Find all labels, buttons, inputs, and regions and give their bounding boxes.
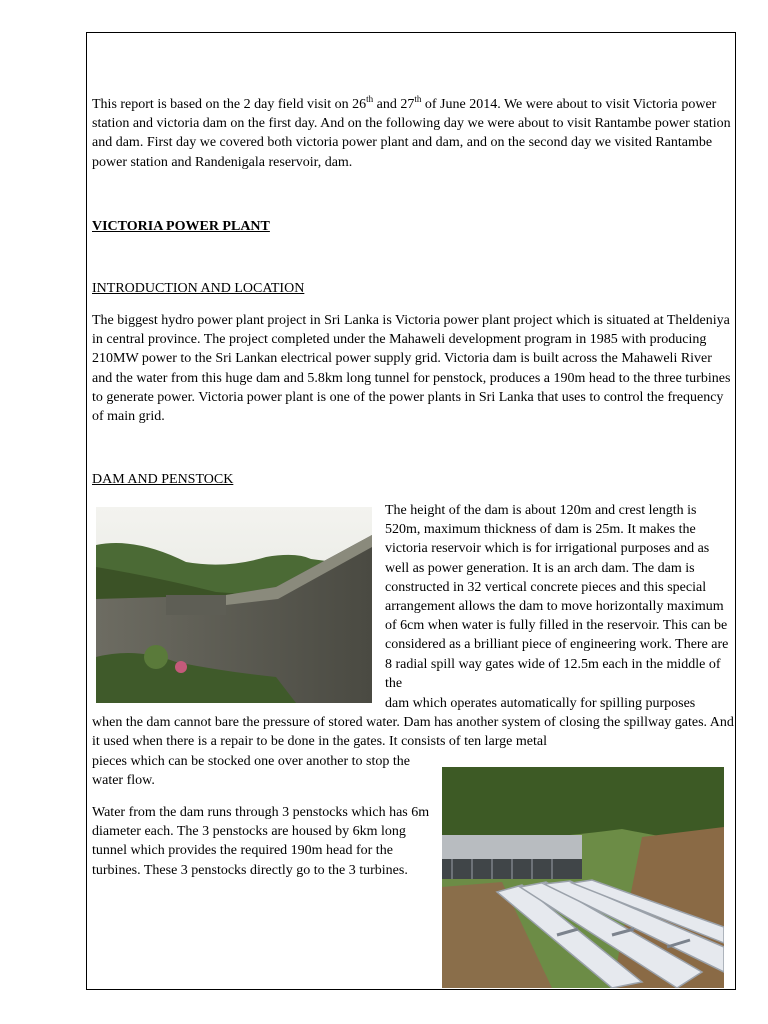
dam-photo bbox=[96, 507, 372, 703]
intro-location-body: The biggest hydro power plant project in Sri Lanka is Victoria power plant project which is situated at Theldeniya in central province. The project completed under the Mahaweli development program in 1985 with producing 210MW power to the Sri Lankan electrical power supply grid. Victoria dam is built across the Mahaweli River and the water from this huge dam and 5.8km long tunnel for penstock, produces a 190m head to the three turbines to generate power. Victoria power plant is one of the power plants in Sri Lanka that uses to control the frequency of main grid. bbox=[92, 313, 731, 425]
penstock-body: Water from the dam runs through 3 penstocks which has 6m diameter each. The 3 penstocks are housed by 6km long tunnel which provides the required 190m head for the turbines. These 3 penstocks directly go to the 3 turbines. bbox=[92, 805, 430, 878]
dam-tail-text: pieces which can be stocked one over another to stop the water flow. bbox=[92, 754, 411, 789]
dam-penstock-heading: DAM AND PENSTOCK bbox=[92, 472, 234, 487]
dam-line-a: dam which operates automatically for spilling purposes bbox=[385, 696, 696, 711]
dam-full-text: when the dam cannot bare the pressure of stored water. Dam has another system of closing the spillway gates. And it used when there is a repair to be done in the gates. It consists of ten large metal bbox=[92, 715, 734, 750]
intro-paragraph: This report is based on the 2 day field visit on 26th and 27th of June 2014. We were about to visit Victoria power station and victoria dam on the first day. And on the following day we were about to visit Rantambe power station and dam. First day we covered both victoria power plant and dam, and on the second day we visited Rantambe power station and Randenigala reservoir, dam. bbox=[92, 94, 731, 170]
section-title: VICTORIA POWER PLANT bbox=[92, 219, 270, 234]
intro-location-heading: INTRODUCTION AND LOCATION bbox=[92, 281, 305, 296]
dam-side-text: The height of the dam is about 120m and crest length is 520m, maximum thickness of dam is 25m. It makes the victoria reservoir which is for irrigational purposes and as well as power generation. It is an arch dam. The dam is constructed in 32 vertical concrete pieces and this special arrangement allows the dam to move horizontally maximum of 6cm when water is fully filled in the reservoir. This can be considered as a brilliant piece of engineering work. There are 8 radial spill way gates wide of 12.5m each in the middle of the bbox=[385, 503, 729, 691]
penstock-photo bbox=[442, 767, 724, 988]
